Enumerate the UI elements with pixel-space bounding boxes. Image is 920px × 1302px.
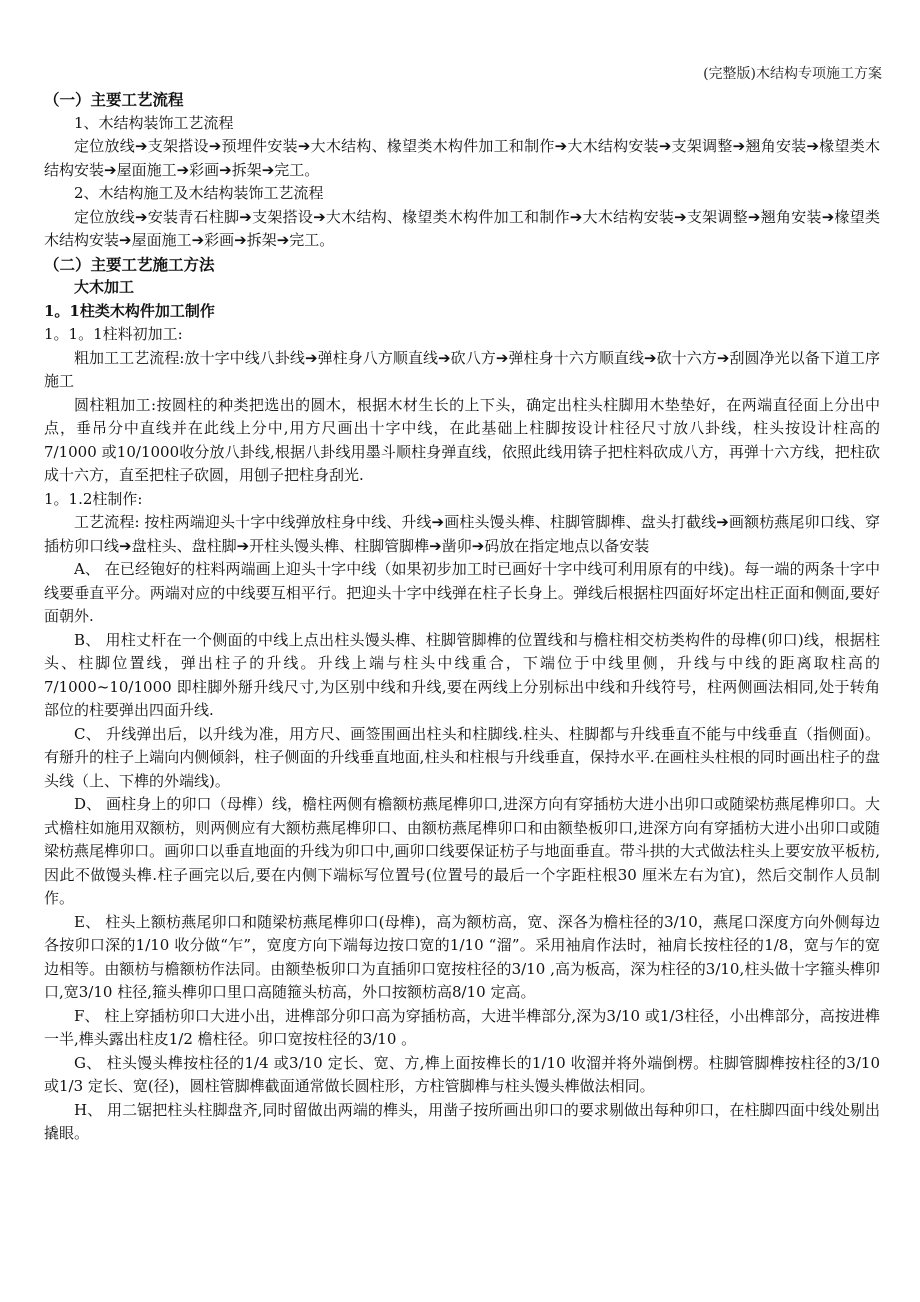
page-header-title: (完整版)木结构专项施工方案: [703, 66, 882, 82]
round-column-text: 圆柱粗加工:按圆柱的种类把选出的圆木，根据木材生长的上下头，确定出柱头柱脚用木垫垫好，在两端直径面上分出中点，垂吊分中直线并在此线上分中,用方尺画出十字中线，在此基础上柱脚按设计柱径尺寸放八卦线，柱头按设计柱高的7/1000 或10/1000收分放八卦线,根据八卦线用墨斗顺柱身弹直线，依照此线用锛子把柱料砍成八方，再弹十六方线，把柱砍成十六方，直至把柱子砍圆，用刨子把柱身刮光.: [44, 395, 880, 484]
list-item-h: H、 用二锯把柱头柱脚盘齐,同时留做出两端的榫头，用凿子按所画出卯口的要求剔做出每种卯口，在柱脚四面中线处剔出撬眼。: [44, 1100, 880, 1142]
list-item-f: F、 柱上穿插枋卯口大进小出，进榫部分卯口高为穿插枋高，大进半榫部分,深为3/10 或1/3柱径，小出榫部分，高按进榫一半,榫头露出柱皮1/2 檐柱径。卯口宽按柱径的3/10 。: [44, 1006, 880, 1048]
section-heading-2: （二）主要工艺施工方法: [44, 254, 215, 274]
process-flow-1: 定位放线➔支架搭设➔预埋件安装➔大木结构、椽望类木构件加工和制作➔大木结构安装➔支架调整➔翘角安装➔椽望类木结构安装➔屋面施工➔彩画➔拆架➔完工。: [44, 137, 880, 179]
list-item-b: B、 用柱丈杆在一个侧面的中线上点出柱头馒头榫、柱脚管脚榫的位置线和与檐柱相交枋类构件的母榫(卯口)线，根据柱头、柱脚位置线，弹出柱子的升线。升线上端与柱头中线重合，下端位于中线里侧，升线与中线的距离取柱高的7/1000~10/1000 即柱脚外掰升线尺寸,为区别中线和升线,要在两线上分别标出中线和升线符号，柱两侧画法相同,处于转角部位的柱要弹出四面升线.: [44, 630, 880, 719]
item-title-1: 1、木结构装饰工艺流程: [74, 113, 234, 132]
list-item-d: D、 画柱身上的卯口（母榫）线，檐柱两侧有檐额枋燕尾榫卯口,进深方向有穿插枋大进小出卯口或随梁枋燕尾榫卯口。大式檐柱如施用双额枋，则两侧应有大额枋燕尾榫卯口、由额枋燕尾榫卯口和由额垫板卯口,进深方向有穿插枋大进小出卯口或随梁枋燕尾榫卯口。画卯口以垂直地面的升线为卯口中,画卯口线要保证枋子与地面垂直。带斗拱的大式做法柱头上要安放平板枋,因此不做馒头榫.柱子画完以后,要在内侧下端标写位置号(位置号的最后一个字距柱根30 厘米左右为宜)，然后交制作人员制作。: [44, 795, 880, 907]
subsection-heading-1-1-2: 1。1.2柱制作:: [44, 489, 143, 508]
section-heading-1: （一）主要工艺流程: [44, 90, 184, 109]
subsection-title: 大木加工: [74, 278, 135, 296]
rough-process-flow: 粗加工工艺流程:放十字中线八卦线➔弹柱身八方顺直线➔砍八方➔弹柱身十六方顺直线➔砍十六方➔刮圆净光以备下道工序施工: [44, 348, 880, 390]
item-title-2: 2、木结构施工及木结构装饰工艺流程: [74, 184, 324, 202]
list-item-a: A、 在已经铇好的柱料两端画上迎头十字中线（如果初步加工时已画好十字中线可利用原有的中线)。每一端的两条十字中线要垂直平分。两端对应的中线要互相平行。把迎头十字中线弹在柱子长身上。弹线后根据柱四面好坏定出柱正面和侧面,要好面朝外.: [44, 560, 880, 625]
subsection-heading-1-1-1: 1。1。1柱料初加工:: [44, 325, 183, 343]
list-item-e: E、 柱头上额枋燕尾卯口和随梁枋燕尾榫卯口(母榫)，高为额枋高，宽、深各为檐柱径的3/10，燕尾口深度方向外侧每边各按卯口深的1/10 收分做“乍”，宽度方向下端每边按口宽的1/10 “溜”。采用袖肩作法时，袖肩长按柱径的1/8，宽与乍的宽边相等。由额枋与檐额枋作法同。由额垫板卯口为直插卯口宽按柱径的3/10 ,高为板高，深为柱径的3/10,柱头做十字箍头榫卯口,宽3/10 柱径,箍头榫卯口里口高随箍头枋高，外口按额枋高8/10 定高。: [44, 912, 880, 1001]
list-item-g: G、 柱头馒头榫按柱径的1/4 或3/10 定长、宽、方,榫上面按榫长的1/10 收溜并将外端倒楞。柱脚管脚榫按柱径的3/10 或1/3 定长、宽(径)，圆柱管脚榫截面通常做长圆柱形，方柱管脚榫与柱头馒头榫做法相同。: [44, 1053, 880, 1095]
document-body: [44, 88, 880, 1146]
column-process-flow: 工艺流程: 按柱两端迎头十字中线弹放柱身中线、升线➔画柱头馒头榫、柱脚管脚榫、盘头打截线➔画额枋燕尾卯口线、穿插枋卯口线➔盘柱头、盘柱脚➔开柱头馒头榫、柱脚管脚榫➔凿卯➔码放在指定地点以备安装: [44, 513, 880, 555]
list-item-c: C、 升线弹出后，以升线为准，用方尺、画签围画出柱头和柱脚线.柱头、柱脚都与升线垂直不能与中线垂直（指侧面)。有掰升的柱子上端向内侧倾斜，柱子侧面的升线垂直地面,柱头和柱根与升线垂直，保持水平.在画柱头柱根的同时画出柱子的盘头线（上、下榫的外端线)。: [44, 724, 880, 790]
process-flow-2: 定位放线➔安装青石柱脚➔支架搭设➔大木结构、椽望类木构件加工和制作➔大木结构安装➔支架调整➔翘角安装➔椽望类木结构安装➔屋面施工➔彩画➔拆架➔完工。: [44, 207, 880, 249]
subsection-heading-1-1: 1。1柱类木构件加工制作: [44, 301, 215, 320]
